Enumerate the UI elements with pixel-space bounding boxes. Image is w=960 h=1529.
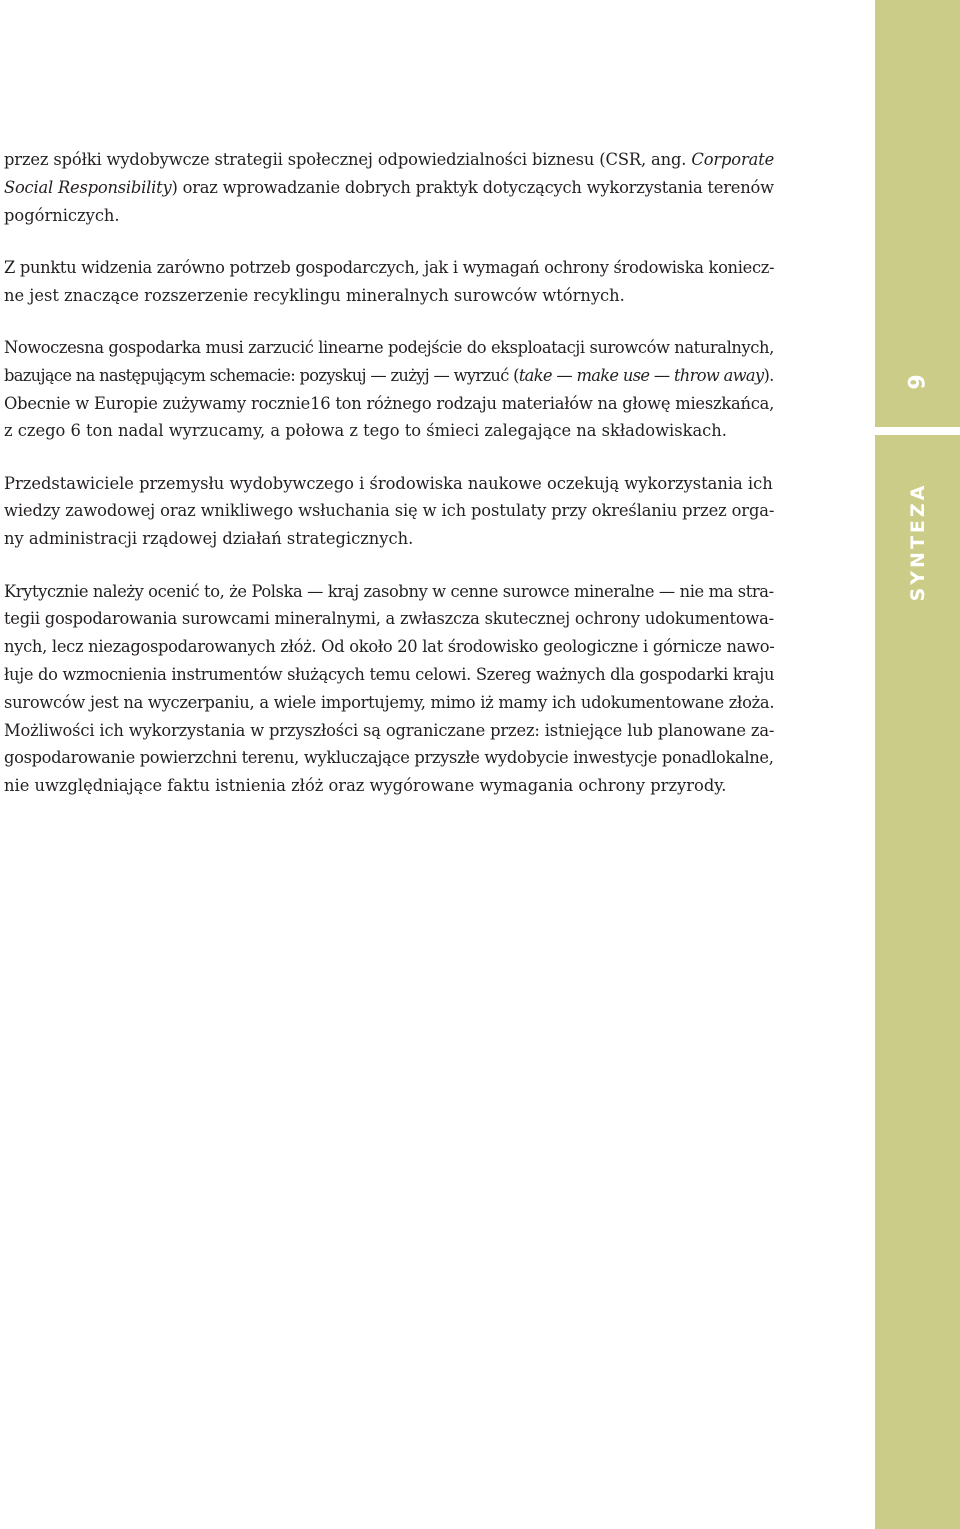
- text-segment: ) oraz wprowadzanie dobrych praktyk dotyczących wykorzystania terenów: [171, 177, 774, 197]
- text-line: [4, 717, 774, 745]
- text-line: [4, 470, 774, 498]
- text-line: [4, 334, 774, 362]
- text-segment: gospodarowanie powierzchni terenu, wykluczające przyszłe wydobycie inwestycje ponadlokalne,: [4, 748, 774, 768]
- text-line: [4, 174, 774, 202]
- body-text: [4, 146, 774, 824]
- paragraph: [4, 146, 774, 229]
- text-segment: wiedzy zawodowej oraz wnikliwego wsłuchania się w ich postulaty przy określaniu przez orga-: [4, 501, 775, 521]
- text-line: [4, 282, 774, 310]
- text-line: [4, 661, 774, 689]
- text-line: [4, 146, 774, 174]
- section-label: SYNTEZA: [906, 482, 929, 602]
- text-segment: ).: [763, 365, 774, 385]
- text-line: [4, 254, 774, 282]
- text-line: [4, 633, 774, 661]
- sidebar-top-band: [875, 0, 960, 427]
- text-line: [4, 525, 774, 553]
- text-segment: przez spółki wydobywcze strategii społecznej odpowiedzialności biznesu (CSR, ang.: [4, 150, 692, 169]
- paragraph: [4, 578, 774, 800]
- text-line: [4, 689, 774, 717]
- text-line: [4, 772, 774, 800]
- text-segment: ne jest znaczące rozszerzenie recyklingu mineralnych surowców wtórnych.: [4, 285, 625, 305]
- italic-text: Social Responsibility: [4, 177, 172, 197]
- text-segment: ny administracji rządowej działań strategicznych.: [4, 529, 414, 549]
- text-line: [4, 417, 774, 445]
- text-segment: pogórniczych.: [4, 205, 120, 225]
- text-line: [4, 578, 774, 606]
- text-segment: nie uwzględniające faktu istnienia złóż oraz wygórowane wymagania ochrony przyrody.: [4, 776, 727, 796]
- paragraph: [4, 334, 774, 445]
- text-line: [4, 605, 774, 633]
- section-label-holder: [875, 482, 960, 602]
- text-segment: surowców jest na wyczerpaniu, a wiele importujemy, mimo iż mamy ich udokumentowane złoża.: [4, 692, 775, 712]
- text-segment: Krytycznie należy ocenić to, że Polska — kraj zasobny w cenne surowce mineralne — nie ma stra-: [4, 581, 774, 601]
- text-segment: nych, lecz niezagospodarowanych złóż. Od około 20 lat środowisko geologiczne i górnicze nawo-: [4, 637, 775, 657]
- text-line: [4, 362, 774, 390]
- italic-text: Corporate: [691, 150, 775, 169]
- text-segment: łuje do wzmocnienia instrumentów służących temu celowi. Szereg ważnych dla gospodarki kraju: [4, 664, 775, 684]
- page-number-holder: [875, 374, 960, 390]
- text-segment: z czego 6 ton nadal wyrzucamy, a połowa z tego to śmieci zalegające na składowiskach.: [4, 421, 727, 441]
- text-segment: Możliwości ich wykorzystania w przyszłości są ograniczane przez: istniejące lub planowane za-: [4, 720, 775, 740]
- paragraph: [4, 470, 774, 553]
- text-segment: Przedstawiciele przemysłu wydobywczego i środowiska naukowe oczekują wykorzystania ich: [4, 473, 773, 493]
- text-segment: bazujące na następującym schemacie: pozyskuj — zużyj — wyrzuć (: [4, 365, 519, 385]
- text-line: [4, 744, 774, 772]
- italic-text: take — make use — throw away: [518, 365, 764, 385]
- text-segment: tegii gospodarowania surowcami mineralnymi, a zwłaszcza skutecznej ochrony udokumentowa-: [4, 609, 774, 629]
- text-segment: Obecnie w Europie zużywamy rocznie16 ton różnego rodzaju materiałów na głowę mieszkańca,: [4, 393, 775, 413]
- text-line: [4, 390, 774, 418]
- text-segment: Z punktu widzenia zarówno potrzeb gospodarczych, jak i wymagań ochrony środowiska koniecz-: [4, 257, 775, 277]
- text-segment: Nowoczesna gospodarka musi zarzucić linearne podejście do eksploatacji surowców naturalnych,: [4, 337, 774, 357]
- text-line: [4, 497, 774, 525]
- paragraph: [4, 254, 774, 310]
- text-line: [4, 202, 774, 230]
- page-number: 9: [905, 374, 930, 390]
